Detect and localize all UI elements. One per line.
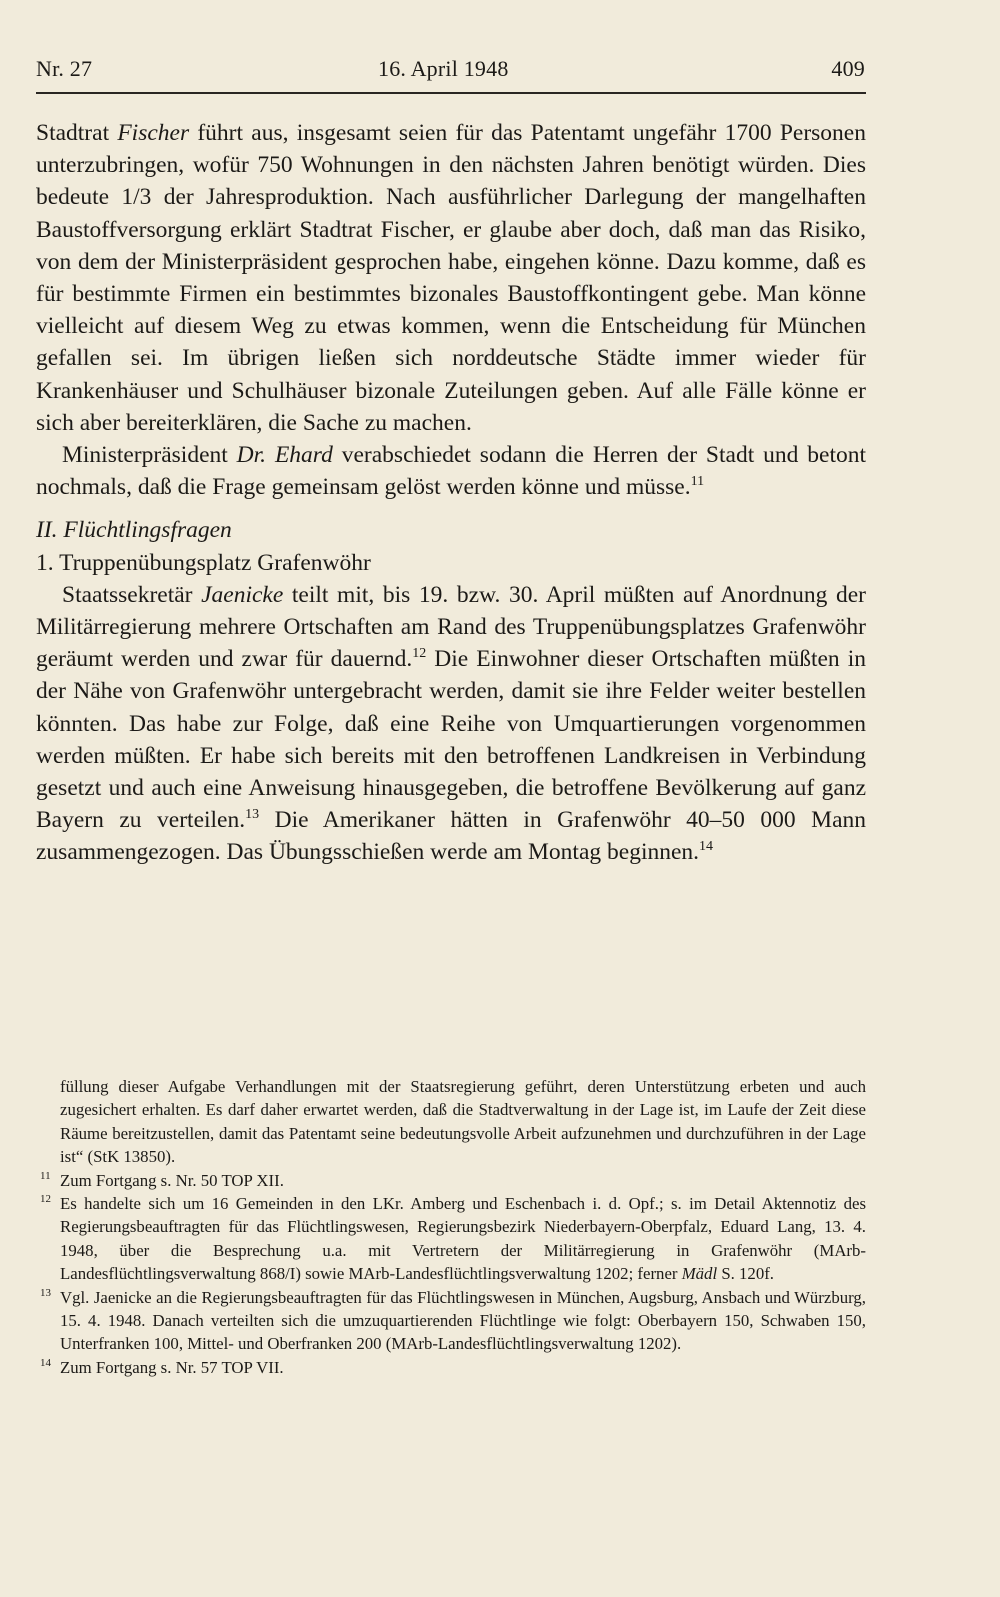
subsection-heading: 1. Truppenübungsplatz Grafenwöhr: [36, 549, 371, 576]
text-run: Staatssekretär: [62, 581, 202, 608]
section-heading: II. Flüchtlingsfragen: [36, 517, 232, 544]
footnote-number: 14: [40, 1356, 51, 1369]
footnote-ref: 12: [412, 646, 427, 662]
paragraph-jaenicke: [36, 579, 866, 869]
footnote-11: [40, 1169, 866, 1192]
cited-author: Mädl: [681, 1264, 718, 1284]
text-run: verabschiedet sodann die Herren der Stadt und betont nochmals, daß die Frage gemeinsam gelöst werden könne und müsse.: [36, 442, 866, 501]
running-head-number: Nr. 27: [36, 56, 93, 81]
footnote-text: Es handelte sich um 16 Gemeinden in den LKr. Amberg und Eschenbach i. d. Opf.; s. im Detail Aktennotiz des Regierungsbeauftragten für das Flüchtlingswesen, Regierungsbezirk Niederbayern-Oberpfalz, Eduard Lang, 13. 4. 1948, über die Besprechung u.a. mit Vertretern der Militärregierung in Grafenwöhr (MArb-Landesflüchtlingsverwaltung 868/I) sowie MArb-Landesflüchtlingsverwaltung 1202; ferner: [60, 1194, 866, 1284]
footnotes: [40, 1075, 866, 1379]
text-run: Die Einwohner dieser Ortschaften müßten in der Nähe von Grafenwöhr untergebracht werden, damit sie ihre Felder weiter bestellen könnten. Das habe zur Folge, daß eine Reihe von Umquartierungen vorgenommen werden müßten. Er habe sich bereits mit den betroffenen Landkreisen in Verbindung gesetzt und auch eine Anweisung hinausgegeben, die betroffene Bevölkerung auf ganz Bayern zu verteilen.: [36, 646, 866, 834]
text-run: Ministerpräsident: [62, 442, 237, 469]
footnote-ref: 13: [245, 807, 260, 823]
text-run: führt aus, insgesamt seien für das Patentamt ungefähr 1700 Personen unterzubringen, wofür 750 Wohnungen in den nächsten Jahren benötigt würden. Dies bedeute 1/3 der Jahresproduktion. Nach ausführlicher Darlegung der mangelhaften Baustoffversorgung erklärt Stadtrat Fischer, er glaube aber doch, daß man das Risiko, von dem der Ministerpräsident gesprochen habe, eingehen könne. Dazu komme, daß es für bestimmte Firmen ein bestimmtes bizonales Baustoffkontingent gebe. Man könne vielleicht auf diesem Weg zu etwas kommen, wenn die Entscheidung für München gefallen sei. Im übrigen ließen sich norddeutsche Städte immer wieder für Krankenhäuser und Schulhäuser bizonale Zuteilungen geben. Auf alle Fälle könne er sich aber bereiterklären, die Sache zu machen.: [36, 120, 866, 436]
footnote-ref: 11: [690, 474, 705, 490]
footnote-ref: 14: [699, 839, 714, 855]
footnote-text: Zum Fortgang s. Nr. 50 TOP XII.: [60, 1170, 284, 1190]
footnote-14: [40, 1356, 866, 1379]
speaker-name: Fischer: [117, 120, 190, 146]
running-head-date: 16. April 1948: [378, 56, 509, 81]
text-run: Stadtrat: [36, 120, 118, 146]
main-text: [36, 117, 866, 869]
footnote-13: [40, 1286, 866, 1356]
footnote-continuation: füllung dieser Aufgabe Verhandlungen mit der Staatsregierung geführt, deren Unterstützung erbeten und auch zugesichert erhalten. Es darf daher erwartet werden, daß die Stadtverwaltung in der Lage ist, im Laufe der Zeit diese Räume bereitzustellen, damit das Patentamt seine bedeutungsvolle Arbeit aufzunehmen und durchzuführen in der Lage ist“ (StK 13850).: [60, 1077, 866, 1167]
paragraph-ehard: [36, 439, 866, 503]
footnote-number: 11: [40, 1169, 51, 1182]
footnote-text: S. 120f.: [717, 1264, 774, 1284]
text-run: Die Amerikaner hätten in Grafenwöhr 40–50 000 Mann zusammengezogen. Das Übungsschießen werde am Montag beginnen.: [36, 807, 866, 866]
footnote-12: [40, 1192, 866, 1286]
speaker-name: Jaenicke: [201, 581, 284, 608]
paragraph-fischer: [36, 117, 866, 439]
footnote-text: Zum Fortgang s. Nr. 57 TOP VII.: [60, 1357, 284, 1377]
footnote-number: 12: [40, 1193, 51, 1206]
speaker-name: Dr. Ehard: [236, 442, 333, 469]
text-run: teilt mit, bis 19. bzw. 30. April müßten auf Anordnung der Militärregierung mehrere Ortschaften am Rand des Truppenübungsplatzes Grafenwöhr geräumt werden und zwar für dauernd.: [36, 581, 866, 673]
footnote-text: Vgl. Jaenicke an die Regierungsbeauftragten für das Flüchtlingswesen in München, Augsburg, Ansbach und Würzburg, 15. 4. 1948. Danach verteilten sich die umzuquartierenden Flüchtlinge wie folgt: Oberbayern 150, Schwaben 150, Unterfranken 100, Mittel- und Oberfranken 200 (MArb-Landesflüchtlingsverwaltung 1202).: [60, 1287, 866, 1354]
page-number: 409: [831, 56, 865, 81]
header-rule: [36, 92, 866, 94]
footnote-number: 13: [40, 1286, 51, 1299]
